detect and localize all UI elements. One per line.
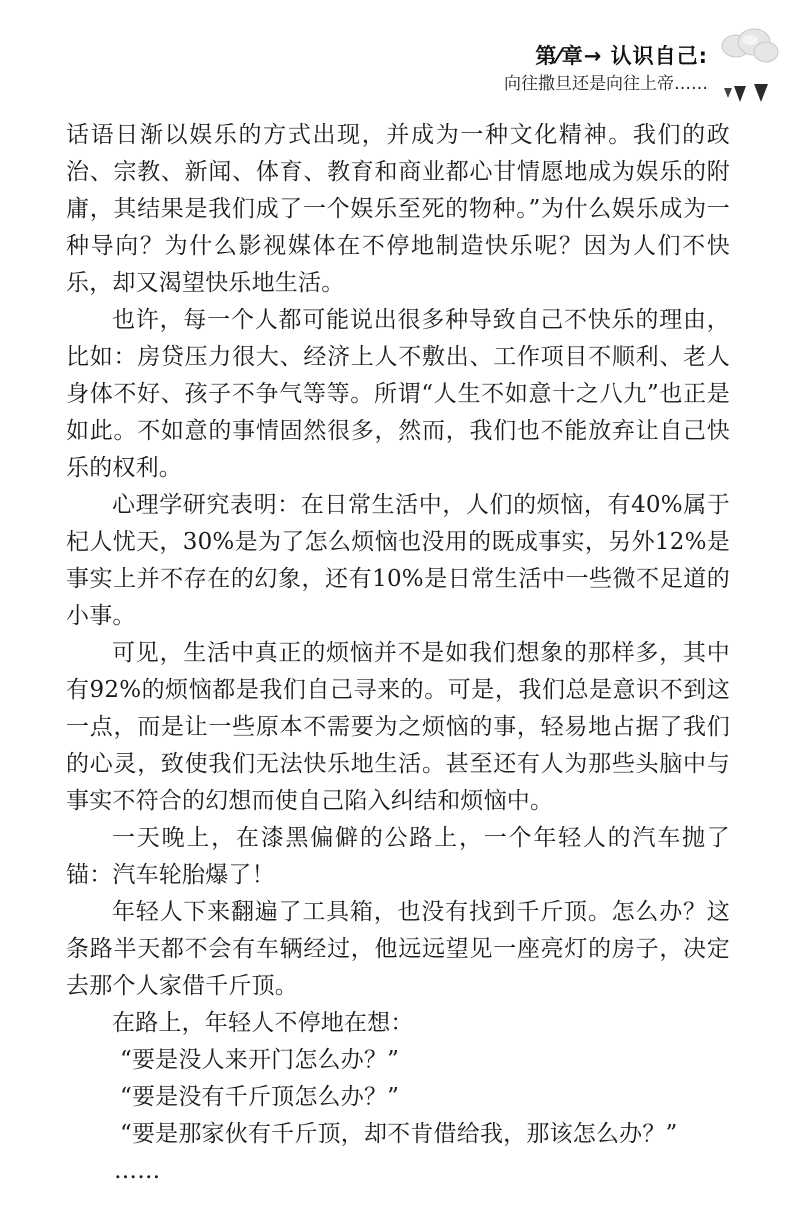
chapter-label: 第⁄章→ 认识自己: (535, 44, 708, 68)
paragraph-6: 年轻人下来翻遍了工具箱，也没有找到千斤顶。怎么办？这条路半天都不会有车辆经过，他远远望见一座亮灯的房子，决定去那个人家借千斤顶。 (66, 899, 730, 999)
ellipsis-line: …… (114, 1158, 161, 1184)
body-text (66, 117, 730, 1190)
paragraph-3: 心理学研究表明：在日常生活中，人们的烦恼，有40%属于杞人忧天，30%是为了怎么烦恼也没用的既成事实，另外12%是事实上并不存在的幻象，还有10%是日常生活中一些微不足道的小事。 (66, 492, 730, 629)
quote-line-1: “要是没人来开门怎么办？” (120, 1047, 400, 1073)
running-head (288, 42, 708, 96)
quote-line-3: “要是那家伙有千斤顶，却不肯借给我，那该怎么办？” (120, 1121, 678, 1147)
paragraph-1: 话语日渐以娱乐的方式出现，并成为一种文化精神。我们的政治、宗教、新闻、体育、教育和商业都心甘情愿地成为娱乐的附庸，其结果是我们成了一个娱乐至死的物种。”为什么娱乐成为一种导向？为什么影视媒体在不停地制造快乐呢？因为人们不快乐，却又渴望快乐地生活。 (66, 122, 730, 296)
paragraph-5: 一天晚上，在漆黑偏僻的公路上，一个年轻人的汽车抛了锚：汽车轮胎爆了！ (66, 825, 730, 888)
paragraph-7: 在路上，年轻人不停地在想： (112, 1010, 414, 1036)
quote-line-2: “要是没有千斤顶怎么办？” (120, 1084, 400, 1110)
paragraph-2: 也许，每一个人都可能说出很多种导致自己不快乐的理由，比如：房贷压力很大、经济上人不敷出、工作项目不顺利、老人身体不好、孩子不争气等等。所谓“人生不如意十之八九”也正是如此。不如意的事情固然很多，然而，我们也不能放弃让自己快乐的权利。 (66, 307, 730, 481)
paragraph-4: 可见，生活中真正的烦恼并不是如我们想象的那样多，其中有92%的烦恼都是我们自己寻来的。可是，我们总是意识不到这一点，而是让一些原本不需要为之烦恼的事，轻易地占据了我们的心灵，致使我们无法快乐地生活。甚至还有人为那些头脑中与事实不符合的幻想而使自己陷入纠结和烦恼中。 (66, 640, 730, 814)
chapter-subtitle: 向往撒旦还是向往上帝…… (504, 74, 708, 94)
decorative-cloud-icon (716, 26, 782, 110)
